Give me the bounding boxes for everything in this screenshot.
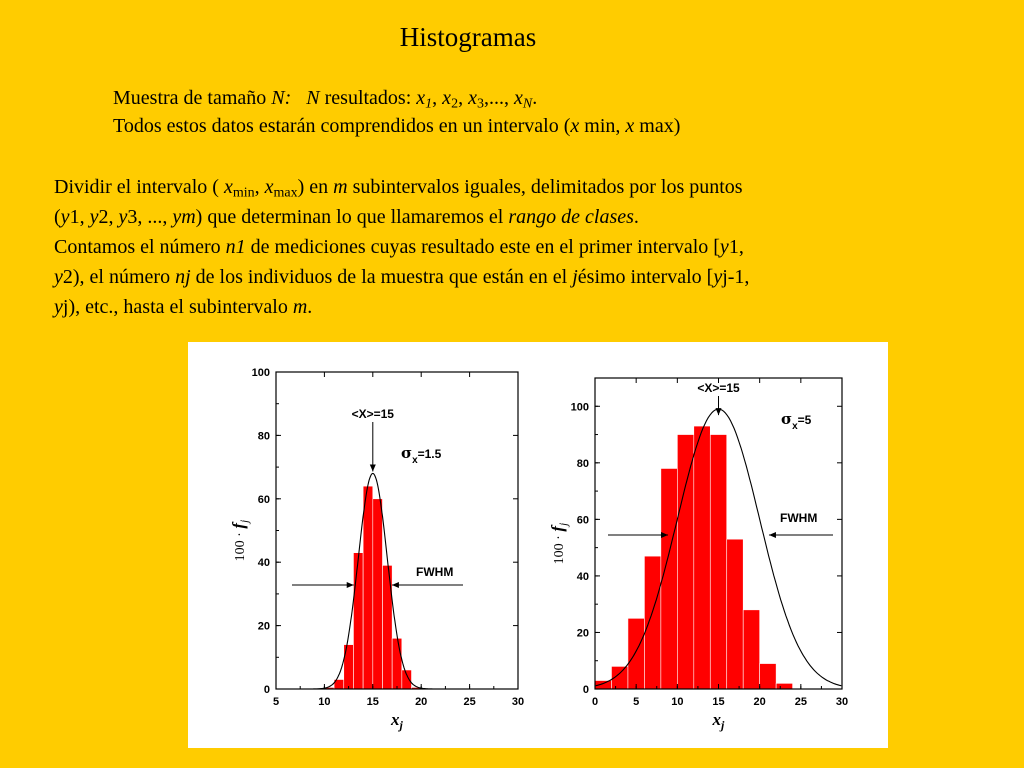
mean-arrow-head [716, 408, 722, 415]
fwhm-right-arrow-head [392, 582, 399, 588]
sep1: , [432, 87, 443, 109]
b3c: 1, [728, 236, 744, 258]
b1a: Dividir el intervalo ( [54, 176, 224, 198]
bar [776, 683, 792, 689]
bar [392, 638, 402, 689]
b4y: y [54, 266, 63, 288]
b5y: y [54, 296, 63, 318]
y-tick-label: 80 [576, 457, 589, 470]
x-tick-label: 20 [415, 696, 428, 708]
x2-sub: 2 [451, 96, 459, 112]
x-axis-label-sub: j [399, 718, 403, 732]
b2v2: 2, [98, 206, 119, 228]
b4b: de los individuos de la muestra que están en el [190, 266, 573, 288]
b1min: min [232, 185, 255, 201]
bar [402, 670, 412, 689]
x-tick-label: 30 [511, 696, 525, 708]
y-axis-label-sub: j [237, 519, 251, 523]
b1x2: x [264, 176, 274, 198]
y-axis-label-prefix: 100 · [233, 528, 248, 562]
y-tick-label: 60 [576, 514, 589, 527]
sigma-symbol: σ [781, 410, 793, 428]
x3-sub: 3 [476, 96, 484, 112]
bar [677, 435, 693, 689]
sigma-sub: x [412, 455, 418, 466]
y-tick-label: 0 [582, 684, 589, 696]
x2: x [442, 87, 452, 109]
b4j: j [572, 266, 578, 288]
b3a: Contamos el número [54, 236, 226, 258]
y-tick-label: 0 [263, 684, 270, 696]
b4a: 2), el número [62, 266, 176, 288]
slide-title [0, 22, 1024, 53]
b3y: y [719, 236, 729, 258]
y-tick-label: 80 [257, 430, 270, 443]
b1x1: x [223, 176, 233, 198]
body-text [54, 172, 974, 322]
b4nj: nj [175, 266, 191, 288]
fwhm-label: FWHM [780, 511, 818, 525]
b4c: ésimo intervalo [ [577, 266, 714, 288]
intro-period: . [532, 87, 538, 109]
b1b: ) en [297, 176, 334, 198]
histogram-figure [188, 342, 888, 748]
sigma-label [401, 444, 442, 466]
fwhm-left-arrow-head [347, 582, 354, 588]
x-axis-label: $x_j$ [391, 710, 403, 732]
bar [363, 486, 373, 689]
b5a: j), etc., hasta el subintervalo [62, 296, 293, 318]
b2v3: 3, ..., [127, 206, 173, 228]
x-min: x [570, 115, 580, 137]
mean-label: <X>=15 [697, 381, 740, 395]
b4y2: y [713, 266, 723, 288]
x-tick-label: 15 [712, 696, 725, 708]
intro-N2: N [306, 87, 320, 109]
bar [353, 553, 363, 689]
fwhm-right-arrow-head [769, 532, 776, 538]
bar [727, 539, 743, 689]
intro-line2-a: Todos estos datos estarán comprendidos en un intervalo ( [113, 115, 571, 137]
y-tick-label: 100 [570, 401, 589, 414]
bar [694, 426, 710, 689]
histogram-1 [229, 367, 524, 732]
b5m: m [292, 296, 308, 318]
bar [644, 556, 660, 689]
x-tick-label: 20 [753, 696, 766, 708]
bar [760, 664, 776, 689]
x-tick-label: 10 [318, 696, 331, 708]
sep3: ,..., [483, 87, 514, 109]
sigma-symbol: σ [401, 444, 413, 462]
xN-sub: N [522, 96, 533, 112]
body-line-4 [54, 262, 974, 292]
xN: x [513, 87, 523, 109]
bar [373, 499, 383, 689]
body-line-3 [54, 232, 974, 262]
x-tick-label: 25 [794, 696, 807, 708]
y-axis-label-f: f [229, 523, 248, 529]
bar [710, 435, 726, 689]
b1m: m [333, 176, 348, 198]
y-tick-label: 20 [257, 620, 270, 633]
x-max: x [625, 115, 635, 137]
b1sep: , [254, 176, 265, 198]
x-axis-label-sub: j [721, 718, 725, 732]
intro-N: N: [271, 87, 292, 109]
y-axis-label-prefix: 100 · [552, 531, 567, 565]
intro-line2-b: min, [579, 115, 626, 137]
x-tick-label: 25 [463, 696, 476, 708]
body-line-1 [54, 172, 974, 202]
body-line-2 [54, 202, 974, 232]
histogram-svg [188, 342, 888, 748]
intro-text-b: resultados: [319, 87, 417, 109]
sigma-value: =5 [797, 413, 812, 427]
sep2: , [458, 87, 469, 109]
b1c: subintervalos iguales, delimitados por los puntos [347, 176, 743, 198]
intro-text [113, 84, 680, 140]
b2y1: y [60, 206, 70, 228]
body-line-5 [54, 292, 974, 322]
y-axis-label-f: f [548, 526, 567, 532]
y-axis-label-sub: j [556, 522, 570, 526]
x-tick-label: 10 [671, 696, 684, 708]
intro-line-2 [113, 112, 680, 140]
y-tick-label: 60 [257, 493, 270, 506]
sigma-sub: x [792, 421, 798, 432]
intro-line-1 [113, 84, 680, 112]
x-tick-label: 0 [591, 696, 599, 708]
bar [661, 468, 677, 689]
intro-text-a: Muestra de tamaño [113, 87, 272, 109]
x-tick-label: 5 [272, 696, 280, 708]
y-tick-label: 40 [257, 557, 270, 570]
x-tick-label: 30 [835, 696, 849, 708]
b3b: de mediciones cuyas resultado este en el primer intervalo [ [245, 236, 720, 258]
b4d: j-1, [722, 266, 750, 288]
x1: x [416, 87, 426, 109]
y-tick-label: 40 [576, 570, 589, 583]
b2b: ) que determinan lo que llamaremos el [195, 206, 509, 228]
b2y2: y [89, 206, 99, 228]
x3: x [468, 87, 477, 109]
b2a: ( [54, 206, 61, 228]
b2ym: ym [172, 206, 196, 228]
b1max: max [273, 185, 298, 201]
b5b: . [307, 296, 313, 318]
mean-arrow-head [370, 464, 376, 471]
b2period: . [633, 206, 639, 228]
slide-title-text: Histogramas [399, 22, 537, 52]
b2y3: y [118, 206, 128, 228]
b2rango: rango de clases [508, 206, 634, 228]
histogram-2 [548, 378, 848, 732]
b3n1: n1 [225, 236, 246, 258]
y-axis-label [548, 522, 570, 564]
fwhm-label: FWHM [416, 565, 454, 579]
x-tick-label: 15 [366, 696, 379, 708]
y-tick-label: 20 [576, 627, 589, 640]
y-tick-label: 100 [251, 367, 270, 379]
intro-line2-c: max) [634, 115, 681, 137]
bar [743, 610, 759, 689]
x-axis-label: $x_j$ [712, 710, 725, 732]
x-tick-label: 5 [633, 696, 640, 708]
sigma-label [781, 410, 812, 432]
mean-label: <X>=15 [351, 407, 394, 421]
sigma-value: =1.5 [417, 447, 442, 461]
bar [628, 618, 644, 689]
x1-sub: 1 [425, 96, 433, 112]
b2v1: 1, [69, 206, 90, 228]
y-axis-label [229, 519, 251, 561]
